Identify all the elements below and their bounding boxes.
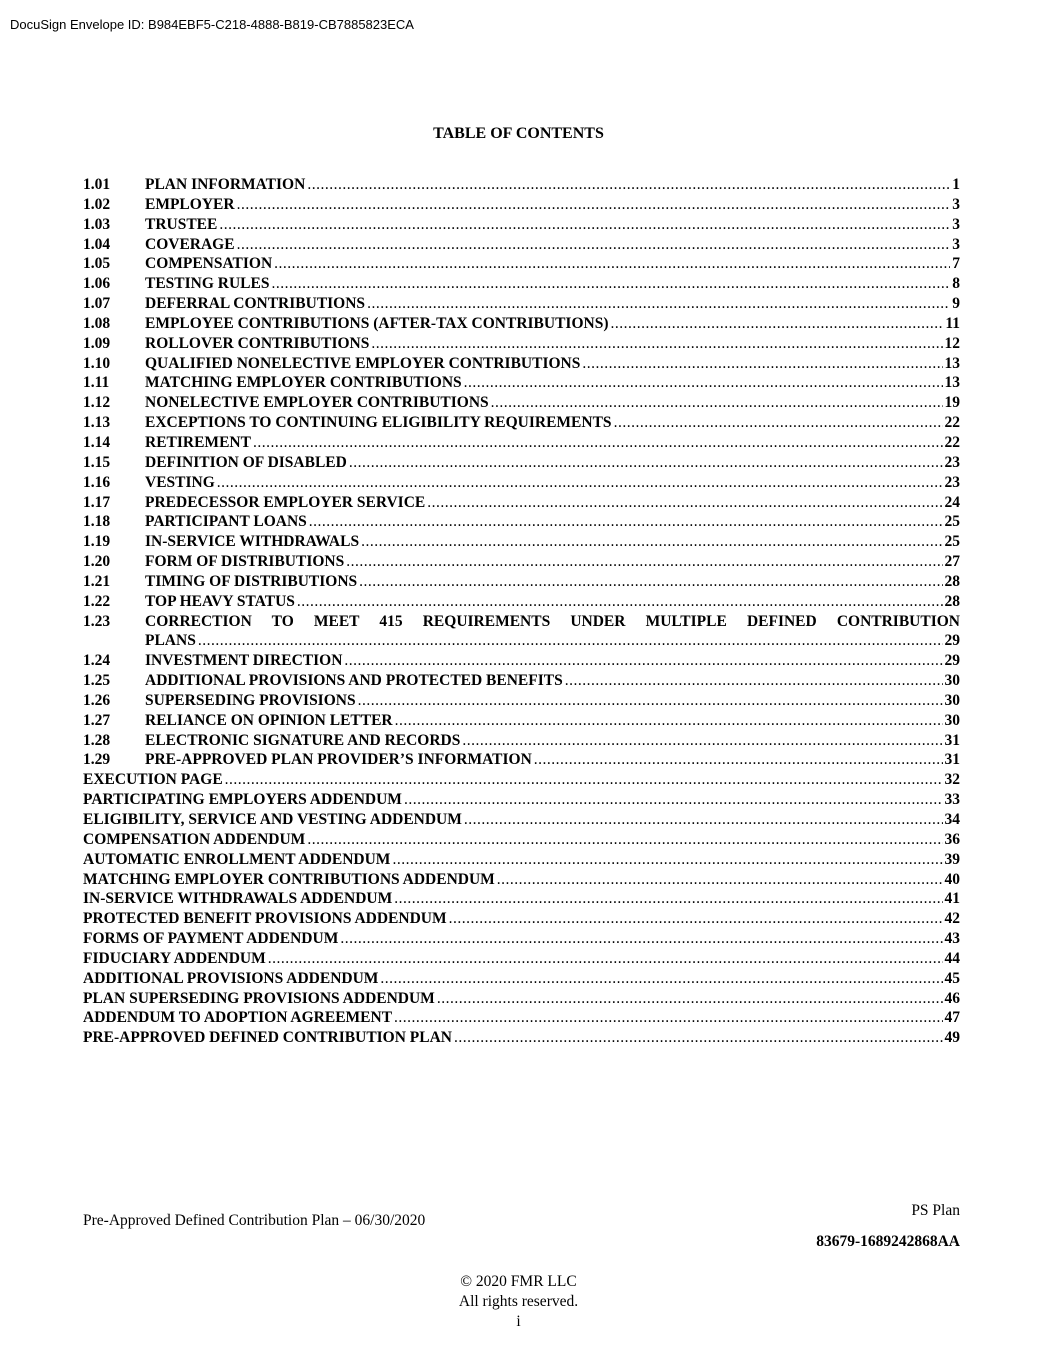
toc-addendum-label: MATCHING EMPLOYER CONTRIBUTIONS ADDENDUM — [83, 870, 495, 888]
toc-entry[interactable] — [83, 334, 960, 354]
toc-entry-label: EMPLOYEE CONTRIBUTIONS (AFTER-TAX CONTRIBUTIONS) — [145, 314, 609, 332]
dot-leader — [427, 493, 942, 513]
toc-entry-number: 1.04 — [83, 235, 111, 253]
toc-entry[interactable] — [83, 433, 960, 453]
toc-entry-page: 19 — [944, 394, 960, 412]
toc-entry-number: 1.11 — [83, 374, 110, 392]
toc-entry-page: 8 — [952, 275, 960, 293]
toc-entry-label: TOP HEAVY STATUS — [145, 592, 295, 610]
dot-leader — [462, 731, 942, 751]
toc-title: TABLE OF CONTENTS — [433, 125, 604, 142]
dot-leader — [225, 770, 943, 790]
toc-entry-page: 1 — [952, 176, 960, 193]
toc-entry-label: ELECTRONIC SIGNATURE AND RECORDS — [145, 731, 461, 749]
toc-entry-label: COVERAGE — [145, 235, 235, 253]
dot-leader — [491, 393, 943, 413]
toc-entry-label: ROLLOVER CONTRIBUTIONS — [145, 334, 370, 352]
dot-leader — [497, 870, 943, 890]
footer-rights: All rights reserved. — [458, 1293, 579, 1310]
toc-entry-label: RETIREMENT — [145, 433, 251, 451]
dot-leader — [346, 552, 942, 572]
toc-entry[interactable] — [83, 175, 960, 195]
toc-addendum-page: 46 — [944, 989, 960, 1007]
toc-addendum[interactable] — [83, 1028, 960, 1048]
toc-entry-page: 25 — [944, 533, 960, 551]
toc-addendum-page: 41 — [944, 890, 960, 908]
toc-entry-page: 12 — [944, 334, 960, 352]
toc-addendum-page: 49 — [944, 1029, 960, 1047]
toc-addendum[interactable] — [83, 830, 960, 850]
dot-leader — [565, 671, 943, 691]
toc-entry-page: 30 — [944, 691, 960, 709]
toc-addendum[interactable] — [83, 810, 960, 830]
toc-entry[interactable] — [83, 493, 960, 513]
toc-entry[interactable] — [83, 235, 960, 255]
toc-entry-page: 25 — [944, 513, 960, 531]
dot-leader — [449, 909, 943, 929]
toc-entry[interactable] — [83, 195, 960, 215]
toc-entry-number: 1.15 — [83, 453, 111, 471]
toc-entry-number: 1.05 — [83, 255, 111, 273]
toc-addendum-label: FIDUCIARY ADDENDUM — [83, 949, 266, 967]
toc-addendum-label: ADDITIONAL PROVISIONS ADDENDUM — [83, 969, 379, 987]
toc-addendum-label: EXECUTION PAGE — [83, 771, 223, 789]
toc-entry-number: 1.10 — [83, 354, 111, 372]
toc-entry-page: 30 — [944, 711, 960, 729]
dot-leader — [237, 235, 951, 255]
toc-entry-number: 1.23 — [83, 612, 111, 630]
toc-entry-number: 1.17 — [83, 493, 111, 511]
toc-entry-label: NONELECTIVE EMPLOYER CONTRIBUTIONS — [145, 394, 489, 412]
toc-addendum-label: FORMS OF PAYMENT ADDENDUM — [83, 930, 339, 948]
toc-addendum-label: IN-SERVICE WITHDRAWALS ADDENDUM — [83, 890, 393, 908]
toc-addendum-page: 42 — [944, 910, 960, 928]
toc-entry-label: TESTING RULES — [145, 275, 270, 293]
toc-entry[interactable] — [83, 393, 960, 413]
toc-entry[interactable] — [83, 373, 960, 393]
toc-addendum-page: 45 — [944, 969, 960, 987]
toc-entry-page: 13 — [944, 354, 960, 372]
toc-entry-number: 1.27 — [83, 711, 111, 729]
dot-leader — [307, 175, 950, 195]
dot-leader — [253, 433, 943, 453]
toc-entry-page: 28 — [944, 592, 960, 610]
dot-leader — [392, 850, 942, 870]
toc-addendum-label: PRE-APPROVED DEFINED CONTRIBUTION PLAN — [83, 1029, 453, 1047]
dot-leader — [297, 592, 943, 612]
dot-leader — [454, 1028, 942, 1048]
footer-document-id: 83679-1689242868AA — [816, 1233, 960, 1250]
dot-leader — [367, 294, 950, 314]
toc-entry[interactable] — [83, 354, 960, 374]
toc-entry-label: TRUSTEE — [145, 215, 218, 233]
toc-addendum-page: 40 — [944, 870, 960, 888]
toc-entry-label: VESTING — [145, 473, 215, 491]
toc-addendum[interactable] — [83, 870, 960, 890]
toc-entry-number: 1.16 — [83, 473, 111, 491]
toc-entry-page: 29 — [944, 652, 960, 670]
toc-addendum[interactable] — [83, 929, 960, 949]
dot-leader — [309, 512, 943, 532]
dot-leader — [395, 711, 943, 731]
toc-entry[interactable] — [83, 711, 960, 731]
toc-entry-number: 1.25 — [83, 672, 111, 690]
toc-entry-label: COMPENSATION — [145, 255, 273, 273]
toc-entry-label: PRE-APPROVED PLAN PROVIDER’S INFORMATION — [145, 751, 532, 769]
toc-addendum-label: ADDENDUM TO ADOPTION AGREEMENT — [83, 1009, 393, 1027]
toc-entry[interactable] — [83, 294, 960, 314]
toc-entry-page: 3 — [952, 215, 960, 233]
toc-entry[interactable] — [83, 453, 960, 473]
toc-entry[interactable] — [83, 215, 960, 235]
dot-leader — [359, 572, 942, 592]
toc-entry-label: IN-SERVICE WITHDRAWALS — [145, 533, 360, 551]
toc-entry-page: 3 — [952, 235, 960, 253]
toc-entry[interactable] — [83, 572, 960, 592]
docusign-envelope-id: DocuSign Envelope ID: B984EBF5-C218-4888-B819-CB7885823ECA — [10, 17, 414, 32]
toc-entry-number: 1.07 — [83, 295, 111, 313]
toc-entry[interactable] — [83, 731, 960, 751]
toc-entry-number: 1.12 — [83, 394, 111, 412]
toc-entry[interactable] — [83, 612, 960, 632]
dot-leader — [534, 750, 943, 770]
toc-addendum[interactable] — [83, 1008, 960, 1028]
dot-leader — [217, 473, 943, 493]
dot-leader — [358, 691, 943, 711]
toc-entry-page: 30 — [944, 672, 960, 690]
toc-entry-number: 1.14 — [83, 433, 111, 451]
dot-leader — [380, 969, 942, 989]
toc-addendum-page: 32 — [944, 771, 960, 789]
toc-addendum-page: 47 — [944, 1009, 960, 1027]
toc-entry-label: PARTICIPANT LOANS — [145, 513, 307, 531]
toc-entry[interactable] — [83, 651, 960, 671]
toc-entry-label: DEFINITION OF DISABLED — [145, 453, 347, 471]
toc-entry-number: 1.20 — [83, 553, 111, 571]
toc-addendum-label: COMPENSATION ADDENDUM — [83, 830, 306, 848]
toc-addendum[interactable] — [83, 949, 960, 969]
toc-addendum-label: AUTOMATIC ENROLLMENT ADDENDUM — [83, 850, 391, 868]
toc-addendum-label: PARTICIPATING EMPLOYERS ADDENDUM — [83, 791, 402, 809]
toc-entry-page: 23 — [944, 453, 960, 471]
toc-addendum[interactable] — [83, 989, 960, 1009]
toc-entry-number: 1.03 — [83, 215, 111, 233]
toc-entry-page: 27 — [944, 553, 960, 571]
toc-entry[interactable] — [83, 274, 960, 294]
toc-entry-number: 1.26 — [83, 691, 111, 709]
toc-entry-label: TIMING OF DISTRIBUTIONS — [145, 572, 358, 590]
toc-addendum-label: PLAN SUPERSEDING PROVISIONS ADDENDUM — [83, 989, 435, 1007]
toc-entry-number: 1.28 — [83, 731, 111, 749]
toc-entry[interactable] — [83, 473, 960, 493]
toc-entry[interactable] — [83, 750, 960, 770]
toc-entry-label: EMPLOYER — [145, 195, 235, 213]
toc-addendum-page: 36 — [944, 830, 960, 848]
toc-entry-number: 1.09 — [83, 334, 111, 352]
toc-entry[interactable] — [83, 671, 960, 691]
toc-entry-label: QUALIFIED NONELECTIVE EMPLOYER CONTRIBUTIONS — [145, 354, 581, 372]
toc-addendum[interactable] — [83, 909, 960, 929]
toc-entry-label: CORRECTION TO MEET 415 REQUIREMENTS UNDER MULTIPLE DEFINED CONTRIBUTION — [145, 612, 960, 630]
dot-leader — [219, 215, 950, 235]
dot-leader — [371, 334, 942, 354]
toc-addendum[interactable] — [83, 850, 960, 870]
toc-entry-label: PREDECESSOR EMPLOYER SERVICE — [145, 493, 426, 511]
dot-leader — [344, 651, 942, 671]
toc-entry-page: 13 — [944, 374, 960, 392]
dot-leader — [274, 254, 950, 274]
toc-entry-page: 31 — [944, 731, 960, 749]
toc-entry-page: 22 — [944, 433, 960, 451]
toc-addendum-page: 43 — [944, 930, 960, 948]
toc-entry[interactable] — [83, 691, 960, 711]
toc-entry[interactable] — [83, 532, 960, 552]
dot-leader — [237, 195, 951, 215]
dot-leader — [361, 532, 942, 552]
dot-leader — [394, 889, 942, 909]
toc-entry-page: 24 — [944, 493, 960, 511]
dot-leader — [437, 989, 943, 1009]
dot-leader — [464, 810, 943, 830]
toc-entry-label: MATCHING EMPLOYER CONTRIBUTIONS — [145, 374, 462, 392]
dot-leader — [614, 413, 943, 433]
toc-entry-page: 9 — [952, 295, 960, 313]
footer-copyright: © 2020 FMR LLC — [460, 1273, 577, 1290]
dot-leader — [340, 929, 942, 949]
toc-entry-page: 11 — [945, 314, 960, 332]
dot-leader — [268, 949, 943, 969]
toc-addendum-page: 34 — [944, 811, 960, 828]
footer-page-number: i — [516, 1313, 521, 1330]
dot-leader — [394, 1008, 942, 1028]
toc-entry-label: INVESTMENT DIRECTION — [145, 652, 343, 670]
toc-addendum-label: PROTECTED BENEFIT PROVISIONS ADDENDUM — [83, 910, 447, 928]
toc-entry-number: 1.21 — [83, 572, 111, 590]
toc-addendum[interactable] — [83, 889, 960, 909]
toc-entry-label: ADDITIONAL PROVISIONS AND PROTECTED BENEFITS — [145, 672, 563, 690]
dot-leader — [349, 453, 943, 473]
toc-entry-number: 1.18 — [83, 513, 111, 531]
toc-entry-page: 28 — [944, 572, 960, 590]
dot-leader — [464, 373, 943, 393]
toc-addendum[interactable] — [83, 770, 960, 790]
toc-addendum-page: 44 — [944, 949, 960, 967]
toc-entry-page: 3 — [952, 195, 960, 213]
toc-entry-label: DEFERRAL CONTRIBUTIONS — [145, 295, 366, 313]
toc-addendum[interactable] — [83, 790, 960, 810]
footer-plan-type: PS Plan — [911, 1202, 960, 1219]
toc-entry-number: 1.19 — [83, 533, 111, 551]
footer-plan-name: Pre-Approved Defined Contribution Plan – 06/30/2020 — [83, 1212, 426, 1229]
toc-entry-page: 31 — [944, 751, 960, 769]
toc-entry-number: 1.22 — [83, 592, 111, 610]
dot-leader — [582, 354, 942, 374]
toc-entry-number: 1.13 — [83, 414, 111, 432]
toc-entry-page: 23 — [944, 473, 960, 491]
toc-entry-number: 1.24 — [83, 652, 111, 670]
table-of-contents — [83, 175, 960, 1048]
toc-entry[interactable] — [83, 314, 960, 334]
toc-entry[interactable] — [83, 592, 960, 612]
toc-entry-number: 1.01 — [83, 176, 111, 193]
toc-entry-page: 22 — [944, 414, 960, 432]
toc-entry-label-continued: PLANS — [145, 632, 196, 650]
toc-addendum-label: ELIGIBILITY, SERVICE AND VESTING ADDENDUM — [83, 811, 462, 828]
toc-addendum-page: 39 — [944, 850, 960, 868]
toc-entry[interactable] — [83, 254, 960, 274]
dot-leader — [610, 314, 943, 334]
toc-addendum[interactable] — [83, 969, 960, 989]
toc-entry-label: EXCEPTIONS TO CONTINUING ELIGIBILITY REQUIREMENTS — [145, 414, 612, 432]
toc-entry-page: 7 — [952, 255, 960, 273]
toc-entry[interactable] — [83, 413, 960, 433]
toc-entry-number: 1.02 — [83, 195, 111, 213]
toc-entry-number: 1.06 — [83, 275, 111, 293]
dot-leader — [307, 830, 942, 850]
toc-entry[interactable] — [83, 512, 960, 532]
dot-leader — [198, 631, 943, 651]
toc-entry-continuation[interactable] — [83, 631, 960, 651]
toc-entry-label: PLAN INFORMATION — [145, 176, 306, 193]
toc-entry[interactable] — [83, 552, 960, 572]
toc-entry-number: 1.29 — [83, 751, 111, 769]
dot-leader — [271, 274, 950, 294]
toc-entry-label: RELIANCE ON OPINION LETTER — [145, 711, 393, 729]
toc-entry-label: FORM OF DISTRIBUTIONS — [145, 553, 345, 571]
toc-addendum-page: 33 — [944, 791, 960, 809]
toc-entry-page: 29 — [944, 632, 960, 650]
toc-entry-label: SUPERSEDING PROVISIONS — [145, 691, 356, 709]
dot-leader — [404, 790, 943, 810]
toc-entry-number: 1.08 — [83, 314, 111, 332]
